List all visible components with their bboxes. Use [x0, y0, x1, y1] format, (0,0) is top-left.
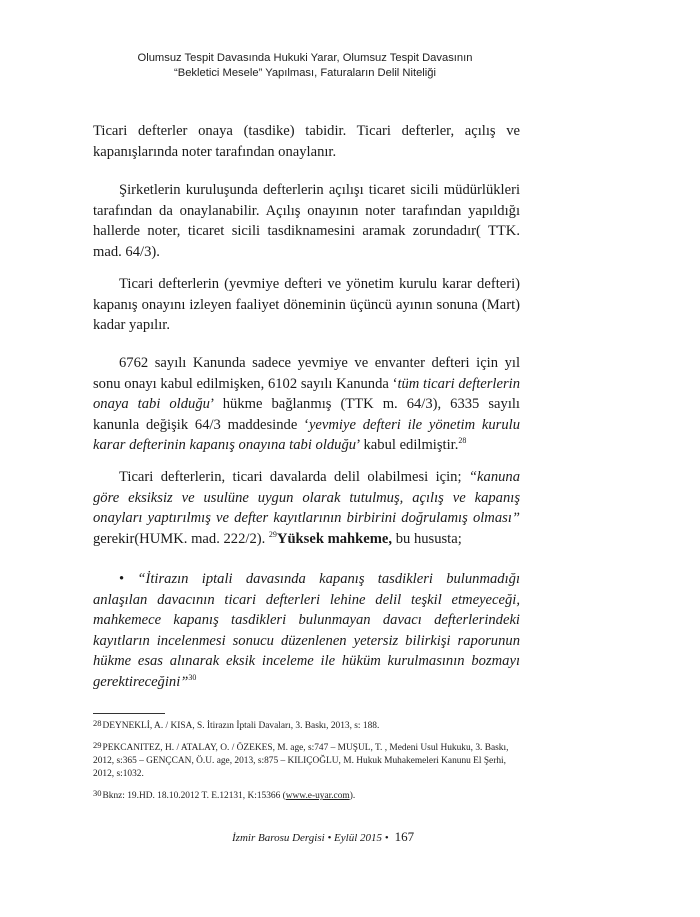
- p4-quote-1: tüm ticari defterlerin onaya tabi olduğu: [93, 375, 520, 412]
- p5-part-a: Ticari defterlerin, ticari davalarda delil olabilmesi için;: [119, 469, 469, 485]
- paragraph-4: [93, 353, 520, 456]
- footnote-text: PEKCANITEZ, H. / ATALAY, O. / ÖZEKES, M. age, s:747 – MUŞUL, T. , Medeni Usul Hukuku, 3. Baskı, 2012, s:365 – GENÇCAN, Ö.U. age, 2013, s:875 – KILIÇOĞLU, M. Hukuk Muhakemeleri Kanunu El Şerhi, 2012, s:1032.: [93, 743, 509, 779]
- p5-part-d: bu hususta;: [392, 530, 462, 547]
- paragraph-2-text: Şirketlerin kuruluşunda defterlerin açılışı ticaret sicili müdürlükleri tarafından da onaylanabilir. Açılış onayının noter tarafından yapıldığı hallerde noter, ticaret sicili tasdiknamesini aramak zorundadır( TTK. mad. 64/3).: [93, 182, 520, 260]
- paragraph-6-text: [93, 569, 520, 692]
- footnote-text-end: ).: [349, 791, 356, 801]
- running-header: [120, 51, 490, 81]
- footnote-ref-28[interactable]: 28: [458, 436, 467, 446]
- p4-quote-2: yevmiye defteri ile yönetim kurulu karar defterinin kapanış onayına tabi olduğu: [93, 416, 520, 453]
- paragraph-3: [93, 274, 520, 336]
- paragraph-5-text: [93, 467, 520, 549]
- paragraph-1-text: Ticari defterler onaya (tasdike) tabidir. Ticari defterler, açılış ve kapanışlarında noter tarafından onaylanır.: [93, 123, 520, 160]
- paragraph-4-text: [93, 353, 520, 456]
- p5-part-c: gerekir(HUMK. mad. 222/2).: [93, 530, 269, 547]
- footnote-text: DEYNEKLİ, A. / KISA, S. İtirazın İptali Davaları, 3. Baskı, 2013, s: 188.: [102, 721, 380, 731]
- footnote-divider: [93, 713, 165, 714]
- footnote-30: [93, 787, 523, 803]
- footnote-number: 29: [93, 740, 102, 750]
- p4-part-e: ’ kabul edilmiştir.: [356, 437, 459, 453]
- page-footer: [232, 829, 532, 846]
- p5-quote: “kanuna göre eksiksiz ve usulüne uygun olarak tutulmuş, açılış ve kapanış onayları yaptırılmış ve defter kayıtlarının birbirini doğrulamış olması”: [93, 469, 520, 526]
- p4-part-c: ’ hükme bağlanmış (TTK m. 64/3), 6335 sayılı kanunla değişik 64/3 maddesinde ‘: [93, 396, 520, 433]
- footnote-number: 28: [93, 718, 102, 728]
- footnote-29: [93, 739, 523, 781]
- paragraph-5: [93, 467, 520, 549]
- footnotes: [93, 717, 523, 809]
- p6-quote: “İtirazın iptali davasında kapanış tasdikleri bulunmadığı anlaşılan davacının ticari defterleri lehine delil teşkil etmeyeceği, mahkemece kapanış tasdikleri bulunmayan davacı defterlerindeki kayıtların incelenmesi sonucu düzenlenen yetersiz bilirkişi raporunun hükme esas alınarak eksik inceleme ile hüküm kurulmasının bozmayı gerektireceğini”: [93, 571, 520, 690]
- bullet-icon: •: [119, 571, 125, 587]
- p5-bold-court: Yüksek mahkeme,: [276, 530, 393, 547]
- paragraph-6-quote: [93, 569, 520, 692]
- footnote-link[interactable]: www.e-uyar.com: [285, 791, 350, 801]
- header-line-1: Olumsuz Tespit Davasında Hukuki Yarar, Olumsuz Tespit Davasının: [137, 52, 473, 64]
- paragraph-2: [93, 180, 520, 262]
- journal-name: İzmir Barosu Dergisi • Eylül 2015 •: [232, 832, 389, 844]
- header-line-2: “Bekletici Mesele” Yapılması, Faturaların Delil Niteliği: [174, 67, 436, 79]
- footnote-ref-29[interactable]: 29: [268, 529, 277, 539]
- page-number: 167: [394, 829, 415, 844]
- p4-part-a: 6762 sayılı Kanunda sadece yevmiye ve envanter defteri için yıl sonu onayı kabul edilmişken, 6102 sayılı Kanunda ‘: [93, 355, 520, 392]
- footnote-text: Bknz: 19.HD. 18.10.2012 T. E.12131, K:15366 (: [102, 791, 286, 801]
- paragraph-3-text: Ticari defterlerin (yevmiye defteri ve yönetim kurulu karar defteri) kapanış onayını izleyen faaliyet döneminin üçüncü ayının sonuna (Mart) kadar yapılır.: [93, 276, 520, 333]
- paragraph-1: [93, 121, 520, 162]
- footnote-number: 30: [93, 788, 102, 798]
- footnote-28: [93, 717, 523, 733]
- footnote-ref-30[interactable]: 30: [188, 672, 197, 682]
